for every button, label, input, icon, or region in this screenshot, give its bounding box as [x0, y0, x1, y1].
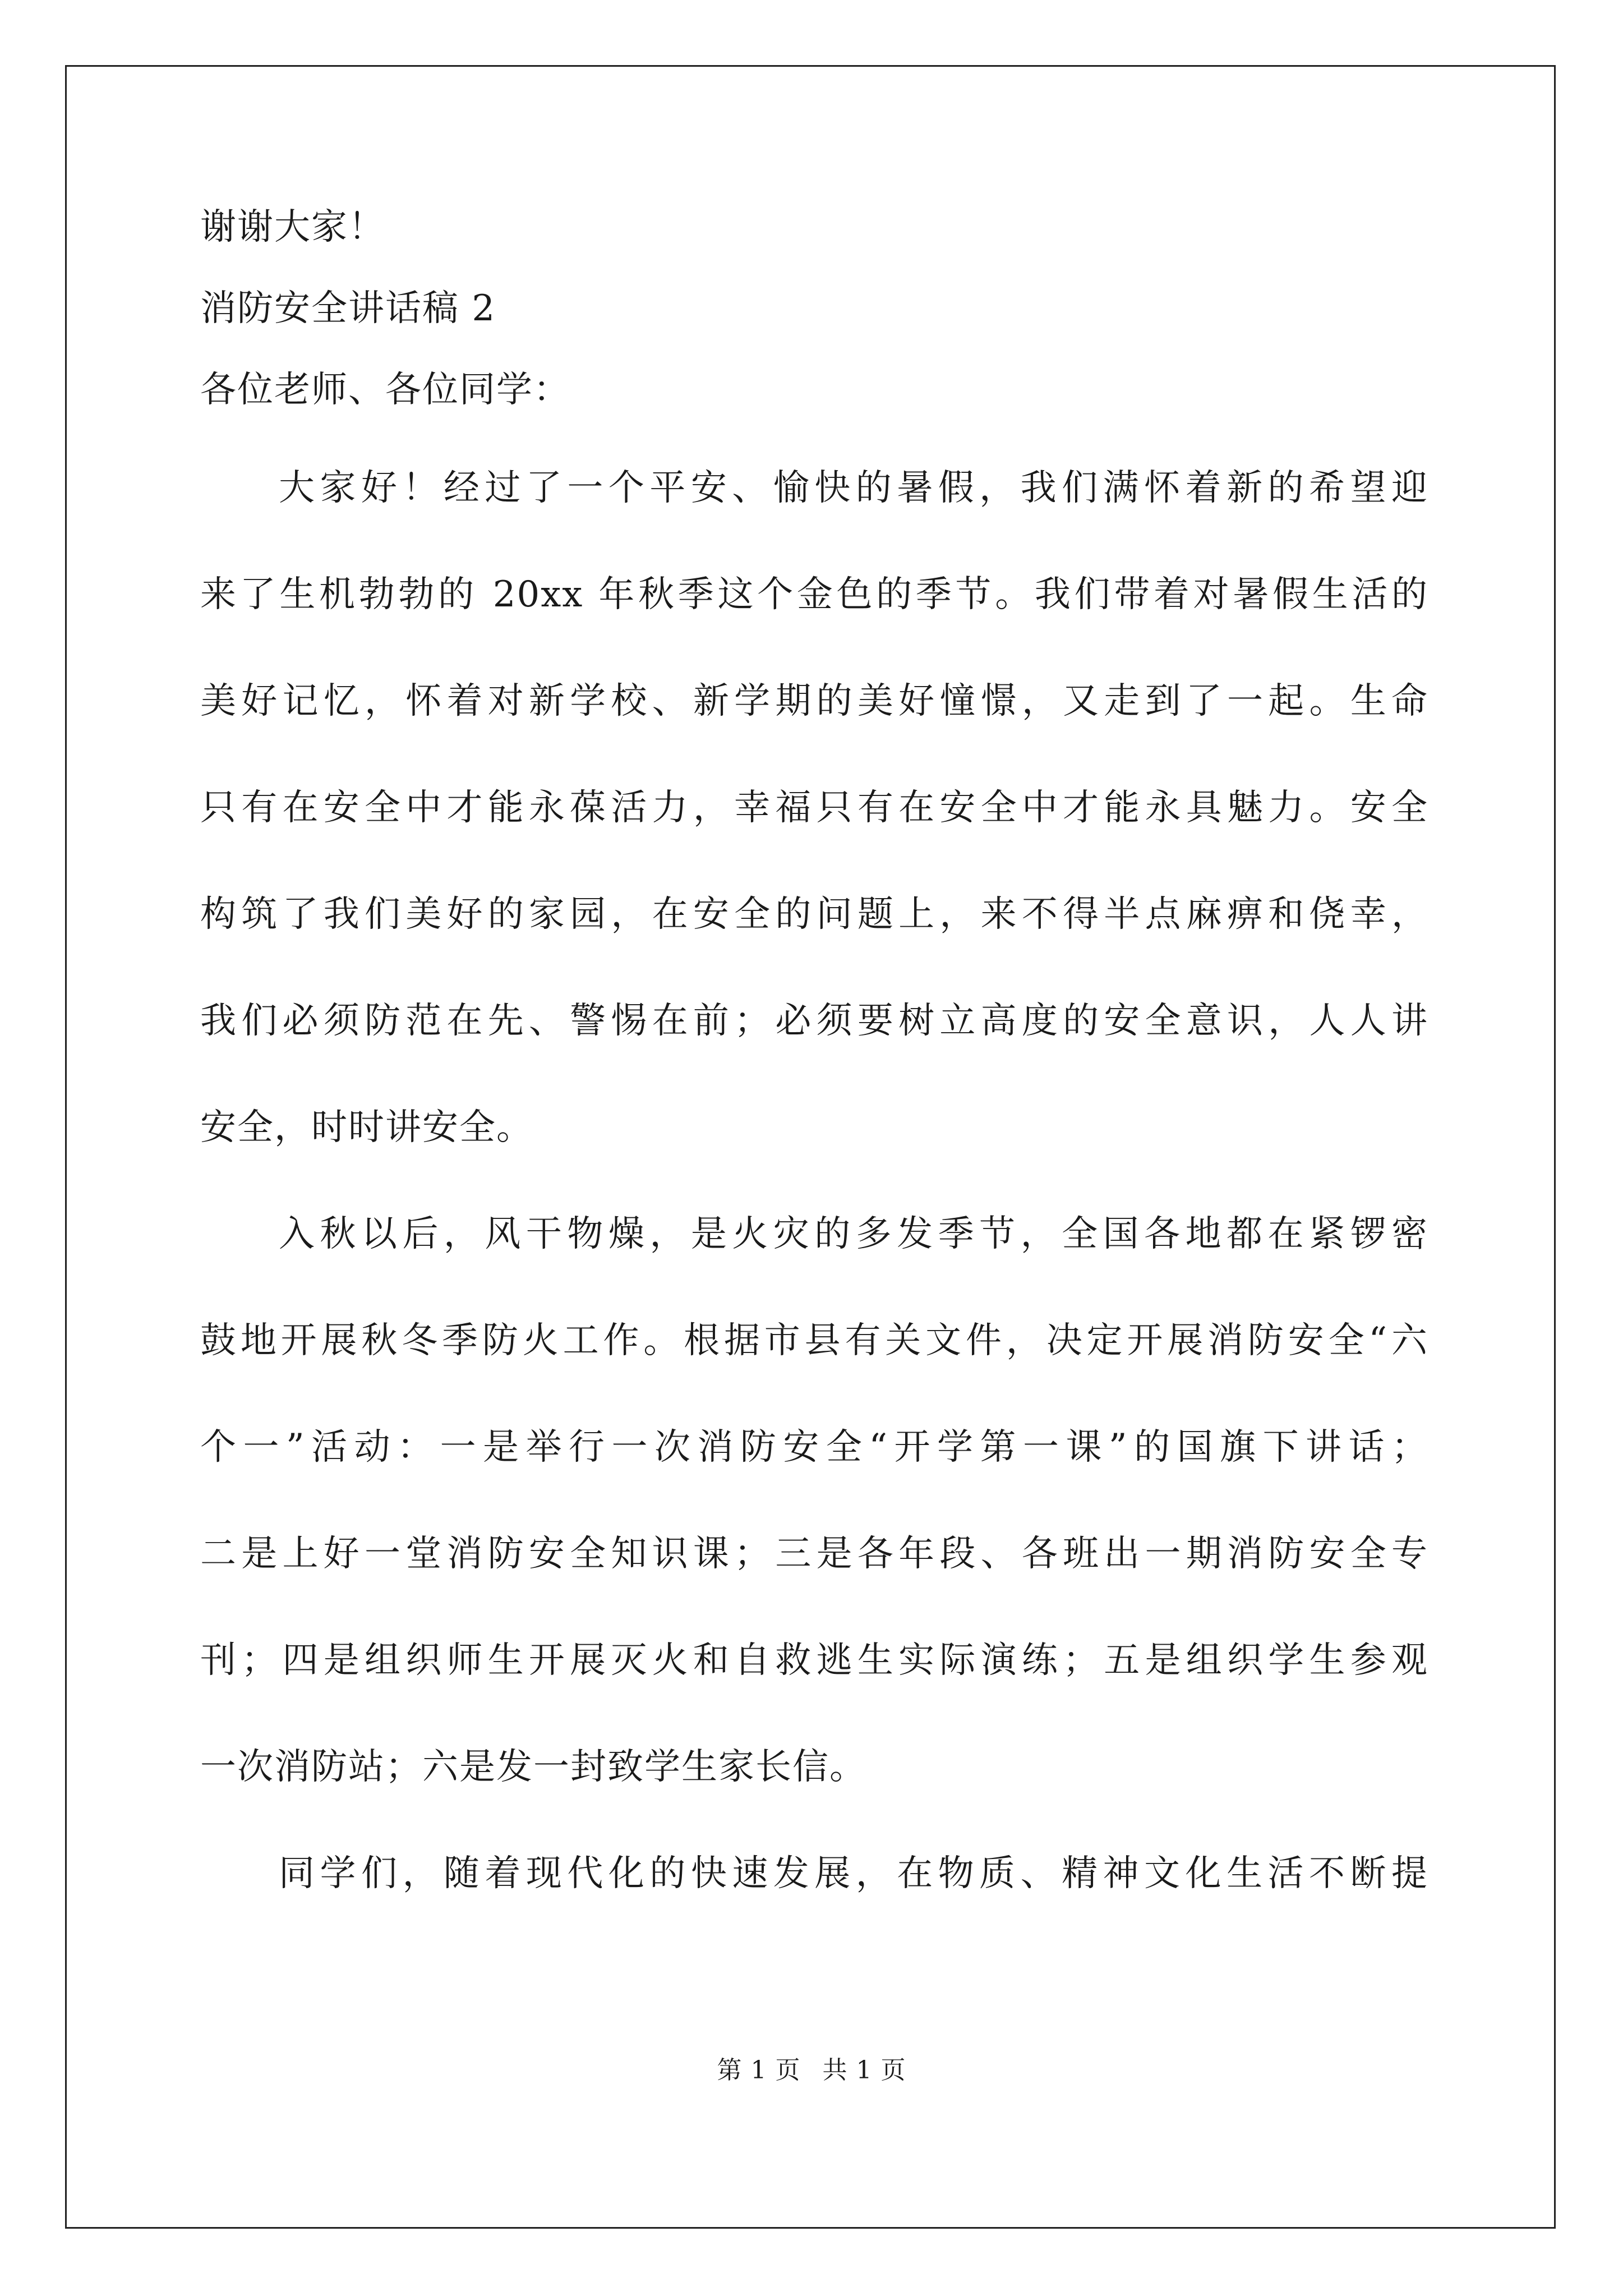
paragraph-line: 只有在安全中才能永葆活力，幸福只有在安全中才能永具魅力。安全 — [200, 787, 1428, 829]
speech-title: 消防安全讲话稿 2 — [200, 288, 496, 329]
closing-line: 谢谢大家！ — [200, 206, 385, 248]
paragraph-line: 一次消防站；六是发一封致学生家长信。 — [200, 1746, 866, 1788]
page-footer — [0, 2056, 1623, 2085]
paragraph-line: 来了生机勃勃的 20xx 年秋季这个金色的季节。我们带着对暑假生活的 — [200, 574, 1428, 615]
paragraph-line: 我们必须防范在先、警惕在前；必须要树立高度的安全意识，人人讲 — [200, 1000, 1428, 1042]
document-body — [200, 208, 1428, 1961]
paragraph-line: 入秋以后，风干物燥，是火灾的多发季节，全国各地都在紧锣密 — [279, 1213, 1428, 1255]
paragraph-line: 二是上好一堂消防安全知识课；三是各年段、各班出一期消防安全专 — [200, 1533, 1428, 1575]
paragraph-1 — [200, 468, 1428, 1147]
paragraph-line: 安全，时时讲安全。 — [200, 1107, 533, 1148]
paragraph-line: 鼓地开展秋冬季防火工作。根据市县有关文件，决定开展消防安全“六 — [200, 1320, 1428, 1361]
paragraph-2 — [200, 1214, 1428, 1787]
paragraph-line: 美好记忆，怀着对新学校、新学期的美好憧憬，又走到了一起。生命 — [200, 680, 1428, 722]
paragraph-line: 个一”活动：一是举行一次消防安全“开学第一课”的国旗下讲话； — [200, 1427, 1428, 1468]
paragraph-line: 同学们，随着现代化的快速发展，在物质、精神文化生活不断提 — [279, 1853, 1428, 1894]
paragraph-3 — [200, 1854, 1428, 1893]
page-number: 第 1 页 — [717, 2056, 801, 2085]
paragraph-line: 大家好！经过了一个平安、愉快的暑假，我们满怀着新的希望迎 — [279, 467, 1428, 509]
salutation: 各位老师、各位同学： — [200, 369, 570, 411]
paragraph-line: 构筑了我们美好的家园，在安全的问题上，来不得半点麻痹和侥幸， — [200, 894, 1428, 935]
paragraph-line: 刊；四是组织师生开展灭火和自救逃生实际演练；五是组织学生参观 — [200, 1640, 1428, 1681]
page-total: 共 1 页 — [822, 2056, 906, 2085]
